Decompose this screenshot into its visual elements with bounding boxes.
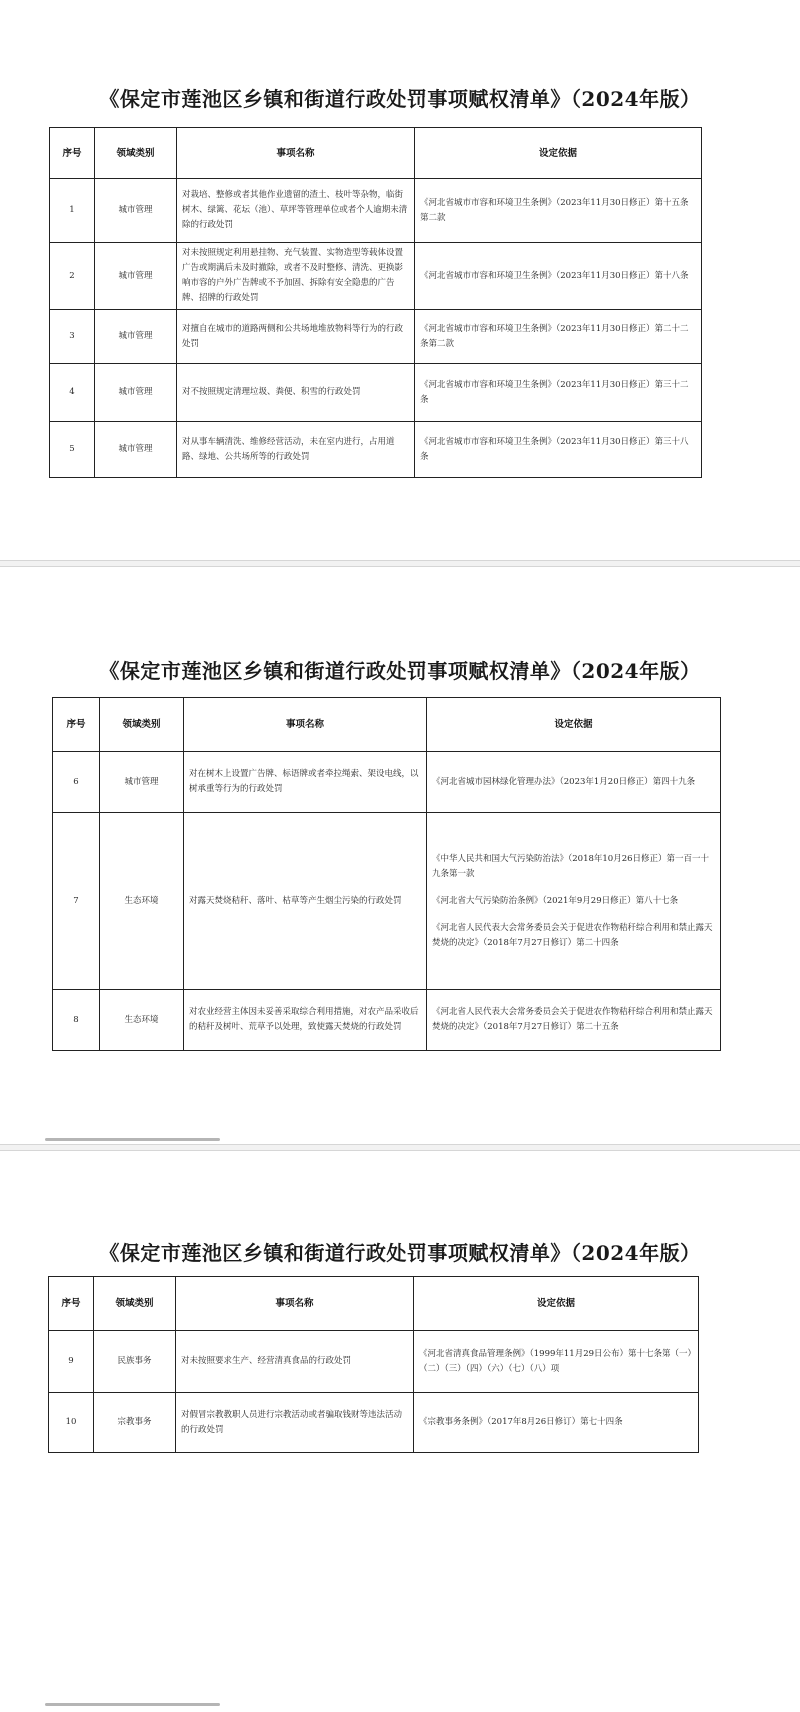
- row-category: 宗教事务: [94, 1393, 176, 1453]
- penalty-table: [52, 697, 721, 1051]
- table-row: [49, 1393, 699, 1453]
- row-item: 对假冒宗教教职人员进行宗教活动或者骗取钱财等违法活动的行政处罚: [176, 1393, 414, 1453]
- penalty-table: [48, 1276, 699, 1453]
- row-item: 对未按照规定利用悬挂物、充气装置、实物造型等载体设置广告或期满后未及时撤除，或者不及时整修、清洗、更换影响市容的户外广告牌或不予加固、拆除有安全隐患的广告牌、招牌的行政处罚: [177, 243, 415, 310]
- page-1: [0, 0, 800, 561]
- row-category: 城市管理: [100, 752, 184, 813]
- row-category: 生态环境: [100, 813, 184, 990]
- col-header-item: 事项名称: [184, 698, 427, 752]
- table-row: [50, 243, 702, 310]
- row-category: 城市管理: [95, 310, 177, 364]
- page-3: [0, 1150, 800, 1712]
- horizontal-scrollbar[interactable]: [45, 1138, 220, 1141]
- row-item: 对不按照规定清理垃圾、粪便、积雪的行政处罚: [177, 364, 415, 422]
- row-no: 10: [49, 1393, 94, 1453]
- row-no: 3: [50, 310, 95, 364]
- row-basis: 《宗教事务条例》（2017年8月26日修订）第七十四条: [414, 1393, 699, 1453]
- row-item: 对露天焚烧秸秆、落叶、枯草等产生烟尘污染的行政处罚: [184, 813, 427, 990]
- page-title: 《保定市莲池区乡镇和街道行政处罚事项赋权清单》（2024年版）: [99, 1241, 701, 1265]
- row-item: 对擅自在城市的道路两侧和公共场地堆放物料等行为的行政处罚: [177, 310, 415, 364]
- row-category: 城市管理: [95, 243, 177, 310]
- horizontal-scrollbar[interactable]: [45, 1703, 220, 1706]
- row-basis: 《河北省城市市容和环境卫生条例》（2023年11月30日修正）第十八条: [415, 243, 702, 310]
- table-row: [50, 179, 702, 243]
- row-category: 生态环境: [100, 990, 184, 1051]
- col-header-no: 序号: [49, 1277, 94, 1331]
- col-header-no: 序号: [50, 128, 95, 179]
- row-basis: 《河北省城市园林绿化管理办法》（2023年1月20日修正）第四十九条: [427, 752, 721, 813]
- col-header-basis: 设定依据: [415, 128, 702, 179]
- row-basis: [427, 813, 721, 990]
- col-header-item: 事项名称: [177, 128, 415, 179]
- page-2: [0, 566, 800, 1145]
- row-category: 城市管理: [95, 422, 177, 478]
- col-header-category: 领域类别: [95, 128, 177, 179]
- row-item: 对栽培、整修或者其他作业遗留的渣土、枝叶等杂物，临街树木、绿篱、花坛（池）、草坪等管理单位或者个人逾期未清除的行政处罚: [177, 179, 415, 243]
- row-basis: 《河北省人民代表大会常务委员会关于促进农作物秸秆综合利用和禁止露天焚烧的决定》（2018年7月27日修订）第二十五条: [427, 990, 721, 1051]
- row-no: 2: [50, 243, 95, 310]
- table-row: [50, 310, 702, 364]
- penalty-table: [49, 127, 702, 478]
- table-header-row: [49, 1277, 699, 1331]
- row-category: 城市管理: [95, 364, 177, 422]
- col-header-no: 序号: [53, 698, 100, 752]
- row-basis: 《河北省城市市容和环境卫生条例》（2023年11月30日修正）第三十八条: [415, 422, 702, 478]
- row-category: 城市管理: [95, 179, 177, 243]
- row-basis: 《河北省清真食品管理条例》（1999年11月29日公布）第十七条第（一）（二）（三）（四）（六）（七）（八）项: [414, 1331, 699, 1393]
- table-row: [50, 364, 702, 422]
- row-no: 5: [50, 422, 95, 478]
- row-no: 9: [49, 1331, 94, 1393]
- row-item: 对未按照要求生产、经营清真食品的行政处罚: [176, 1331, 414, 1393]
- basis-line: 《河北省人民代表大会常务委员会关于促进农作物秸秆综合利用和禁止露天焚烧的决定》（2018年7月27日修订）第二十四条: [432, 922, 713, 948]
- col-header-category: 领域类别: [100, 698, 184, 752]
- row-no: 1: [50, 179, 95, 243]
- row-no: 7: [53, 813, 100, 990]
- col-header-basis: 设定依据: [414, 1277, 699, 1331]
- row-basis: 《河北省城市市容和环境卫生条例》（2023年11月30日修正）第十五条第二款: [415, 179, 702, 243]
- row-no: 8: [53, 990, 100, 1051]
- table-row: [53, 813, 721, 990]
- col-header-basis: 设定依据: [427, 698, 721, 752]
- table-header-row: [53, 698, 721, 752]
- basis-line: 《中华人民共和国大气污染防治法》（2018年10月26日修正）第一百一十九条第一款: [432, 853, 710, 879]
- row-item: 对在树木上设置广告牌、标语牌或者牵拉绳索、架设电线，以树承重等行为的行政处罚: [184, 752, 427, 813]
- basis-line: 《河北省大气污染防治条例》（2021年9月29日修正）第八十七条: [432, 895, 679, 906]
- row-basis: 《河北省城市市容和环境卫生条例》（2023年11月30日修正）第三十二条: [415, 364, 702, 422]
- table-row: [50, 422, 702, 478]
- col-header-item: 事项名称: [176, 1277, 414, 1331]
- table-row: [49, 1331, 699, 1393]
- col-header-category: 领域类别: [94, 1277, 176, 1331]
- row-item: 对从事车辆清洗、维修经营活动，未在室内进行，占用道路、绿地、公共场所等的行政处罚: [177, 422, 415, 478]
- row-no: 6: [53, 752, 100, 813]
- row-item: 对农业经营主体因未妥善采取综合利用措施，对农产品采收后的秸秆及树叶、荒草予以处理，致使露天焚烧的行政处罚: [184, 990, 427, 1051]
- page-title: 《保定市莲池区乡镇和街道行政处罚事项赋权清单》（2024年版）: [99, 87, 701, 111]
- row-category: 民族事务: [94, 1331, 176, 1393]
- table-row: [53, 990, 721, 1051]
- table-row: [53, 752, 721, 813]
- row-basis: 《河北省城市市容和环境卫生条例》（2023年11月30日修正）第二十二条第二款: [415, 310, 702, 364]
- row-no: 4: [50, 364, 95, 422]
- page-title: 《保定市莲池区乡镇和街道行政处罚事项赋权清单》（2024年版）: [99, 659, 701, 683]
- table-header-row: [50, 128, 702, 179]
